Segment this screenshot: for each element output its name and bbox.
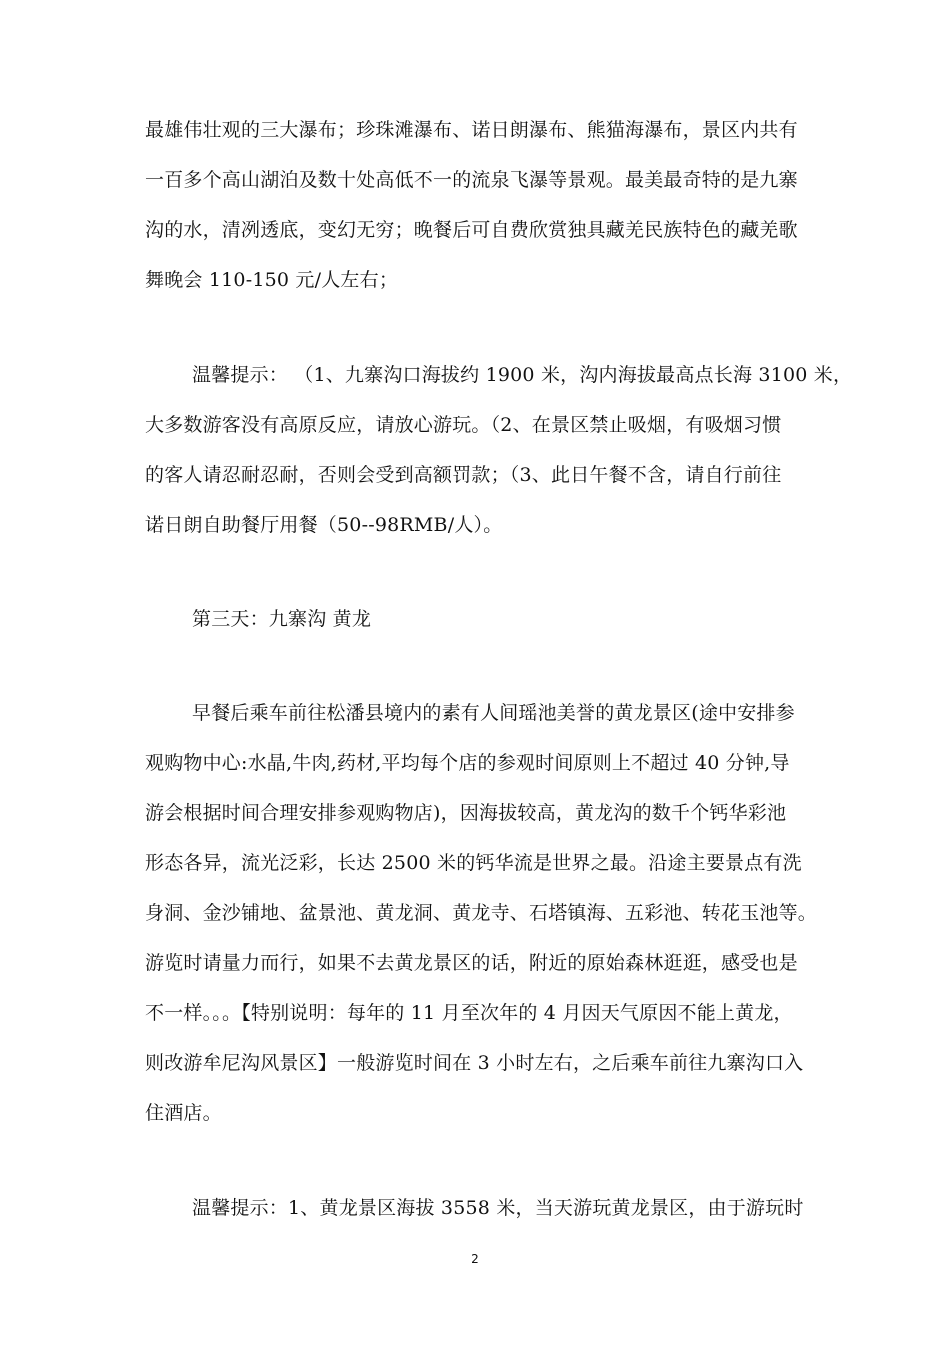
paragraph-line: 温馨提示： （1、九寨沟口海拔约 1900 米，沟内海拔最高点长海 3100 米，: [192, 364, 853, 386]
paragraph-line: 温馨提示：1、黄龙景区海拔 3558 米，当天游玩黄龙景区，由于游玩时: [192, 1197, 804, 1219]
paragraph-line: 形态各异，流光泛彩，长达 2500 米的钙华流是世界之最。沿途主要景点有洗: [145, 852, 802, 874]
paragraph-line: 则改游牟尼沟风景区】一般游览时间在 3 小时左右，之后乘车前往九寨沟口入: [145, 1052, 804, 1074]
paragraph-line: 最雄伟壮观的三大瀑布；珍珠滩瀑布、诺日朗瀑布、熊猫海瀑布，景区内共有: [145, 119, 798, 141]
paragraph-line: 游会根据时间合理安排参观购物店)，因海拔较高，黄龙沟的数千个钙华彩池: [145, 802, 787, 824]
paragraph-line: 一百多个高山湖泊及数十处高低不一的流泉飞瀑等景观。最美最奇特的是九寨: [145, 169, 798, 191]
paragraph-line: 的客人请忍耐忍耐，否则会受到高额罚款；（3、此日午餐不含，请自行前往: [145, 464, 782, 486]
page-number: 2: [471, 1252, 479, 1266]
paragraph-line: 大多数游客没有高原反应，请放心游玩。（2、在景区禁止吸烟，有吸烟习惯: [145, 414, 782, 436]
paragraph-line: 诺日朗自助餐厅用餐（50--98RMB/人）。: [145, 514, 503, 536]
paragraph-line: 舞晚会 110-150 元/人左右；: [145, 269, 399, 291]
paragraph-line: 身洞、金沙铺地、盆景池、黄龙洞、黄龙寺、石塔镇海、五彩池、转花玉池等。: [145, 902, 818, 924]
paragraph-line: 观购物中心:水晶,牛肉,药材,平均每个店的参观时间原则上不超过 40 分钟,导: [145, 752, 790, 774]
paragraph-line: 住酒店。: [145, 1102, 222, 1124]
paragraph-line: 游览时请量力而行，如果不去黄龙景区的话，附近的原始森林逛逛，感受也是: [145, 952, 798, 974]
paragraph-line: 早餐后乘车前往松潘县境内的素有人间瑶池美誉的黄龙景区(途中安排参: [192, 702, 795, 724]
section-heading: 第三天：九寨沟 黄龙: [192, 608, 372, 630]
paragraph-line: 沟的水，清冽透底，变幻无穷；晚餐后可自费欣赏独具藏羌民族特色的藏羌歌: [145, 219, 798, 241]
paragraph-line: 不一样。。。【特别说明：每年的 11 月至次年的 4 月因天气原因不能上黄龙，: [145, 1002, 793, 1024]
